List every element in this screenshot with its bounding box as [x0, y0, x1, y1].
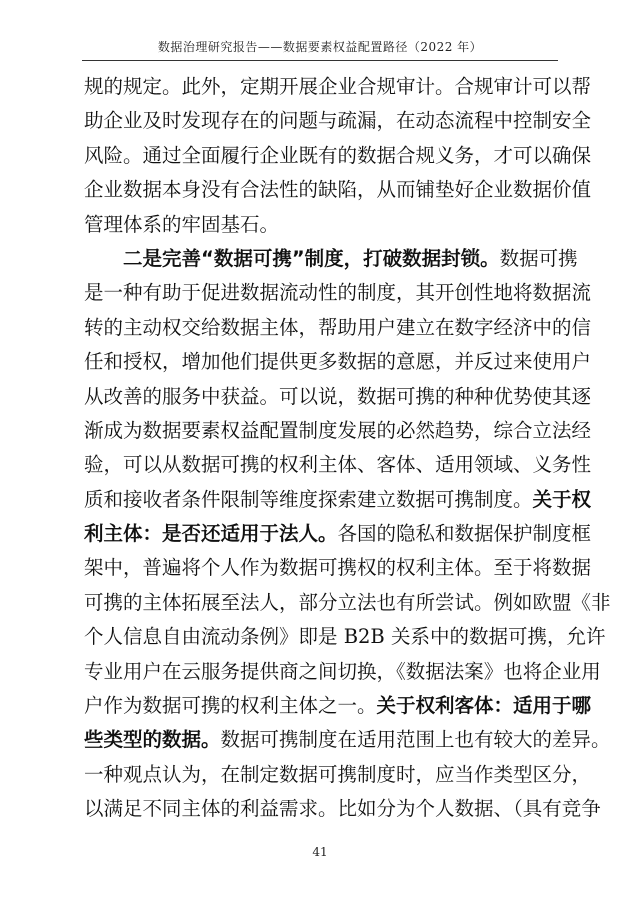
text-line: 转的主动权交给数据主体，帮助用户建立在数字经济中的信 [84, 315, 592, 339]
header-divider [82, 60, 558, 61]
text-line: 验，可以从数据可携的权利主体、客体、适用领域、义务性 [84, 453, 592, 477]
text-line: 二是完善“数据可携”制度，打破数据封锁。数据可携 [123, 246, 578, 270]
text-line: 规的规定。此外，定期开展企业合规审计。合规审计可以帮 [84, 75, 592, 98]
text-line: 风险。通过全面履行企业既有的数据合规义务，才可以确保 [84, 143, 592, 167]
text-line: 任和授权，增加他们提供更多数据的意愿，并反过来使用户 [84, 350, 592, 374]
text-line: 些类型的数据。数据可携制度在适用范围上也有较大的差异。 [84, 728, 611, 752]
text-line: 企业数据本身没有合法性的缺陷，从而铺垫好企业数据价值 [84, 178, 592, 202]
text-line: 一种观点认为，在制定数据可携制度时，应当作类型区分， [84, 762, 592, 786]
bold-heading: 二是完善“数据可携”制度，打破数据封锁。 [123, 246, 500, 270]
body-text [84, 70, 611, 827]
bold-heading: 关于权 [532, 487, 592, 511]
text-line: 从改善的服务中获益。可以说，数据可携的种种优势使其逐 [84, 384, 592, 408]
running-header: 数据治理研究报告——数据要素权益配置路径（2022 年） [157, 40, 483, 54]
page-number: 41 [312, 845, 328, 859]
text-line: 专业用户在云服务提供商之间切换，《数据法案》也将企业用 [84, 659, 601, 683]
text-line: 渐成为数据要素权益配置制度发展的必然趋势，综合立法经 [84, 418, 592, 442]
text-line: 以满足不同主体的利益需求。比如分为个人数据、（具有竞争 [84, 797, 601, 821]
bold-heading: 些类型的数据。 [84, 728, 221, 752]
text-line: 可携的主体拓展至法人，部分立法也有所尝试。例如欧盟《非 [84, 590, 611, 614]
bold-heading: 关于权利客体：适用于哪 [376, 694, 592, 718]
text-line: 是一种有助于促进数据流动性的制度，其开创性地将数据流 [84, 281, 592, 305]
text-line: 个人信息自由流动条例》即是 B2B 关系中的数据可携，允许 [84, 625, 606, 649]
text-line: 质和接收者条件限制等维度探索建立数据可携制度。关于权 [84, 487, 592, 511]
text-line: 利主体：是否还适用于法人。各国的隐私和数据保护制度框 [84, 522, 592, 546]
bold-heading: 利主体：是否还适用于法人。 [84, 522, 338, 546]
text-line: 架中，普遍将个人作为数据可携权的权利主体。至于将数据 [84, 556, 592, 580]
text-line: 助企业及时发现存在的问题与疏漏，在动态流程中控制安全 [84, 109, 592, 133]
text-line: 管理体系的牢固基石。 [84, 212, 280, 236]
text-line: 户作为数据可携的权利主体之一。关于权利客体：适用于哪 [84, 694, 592, 718]
